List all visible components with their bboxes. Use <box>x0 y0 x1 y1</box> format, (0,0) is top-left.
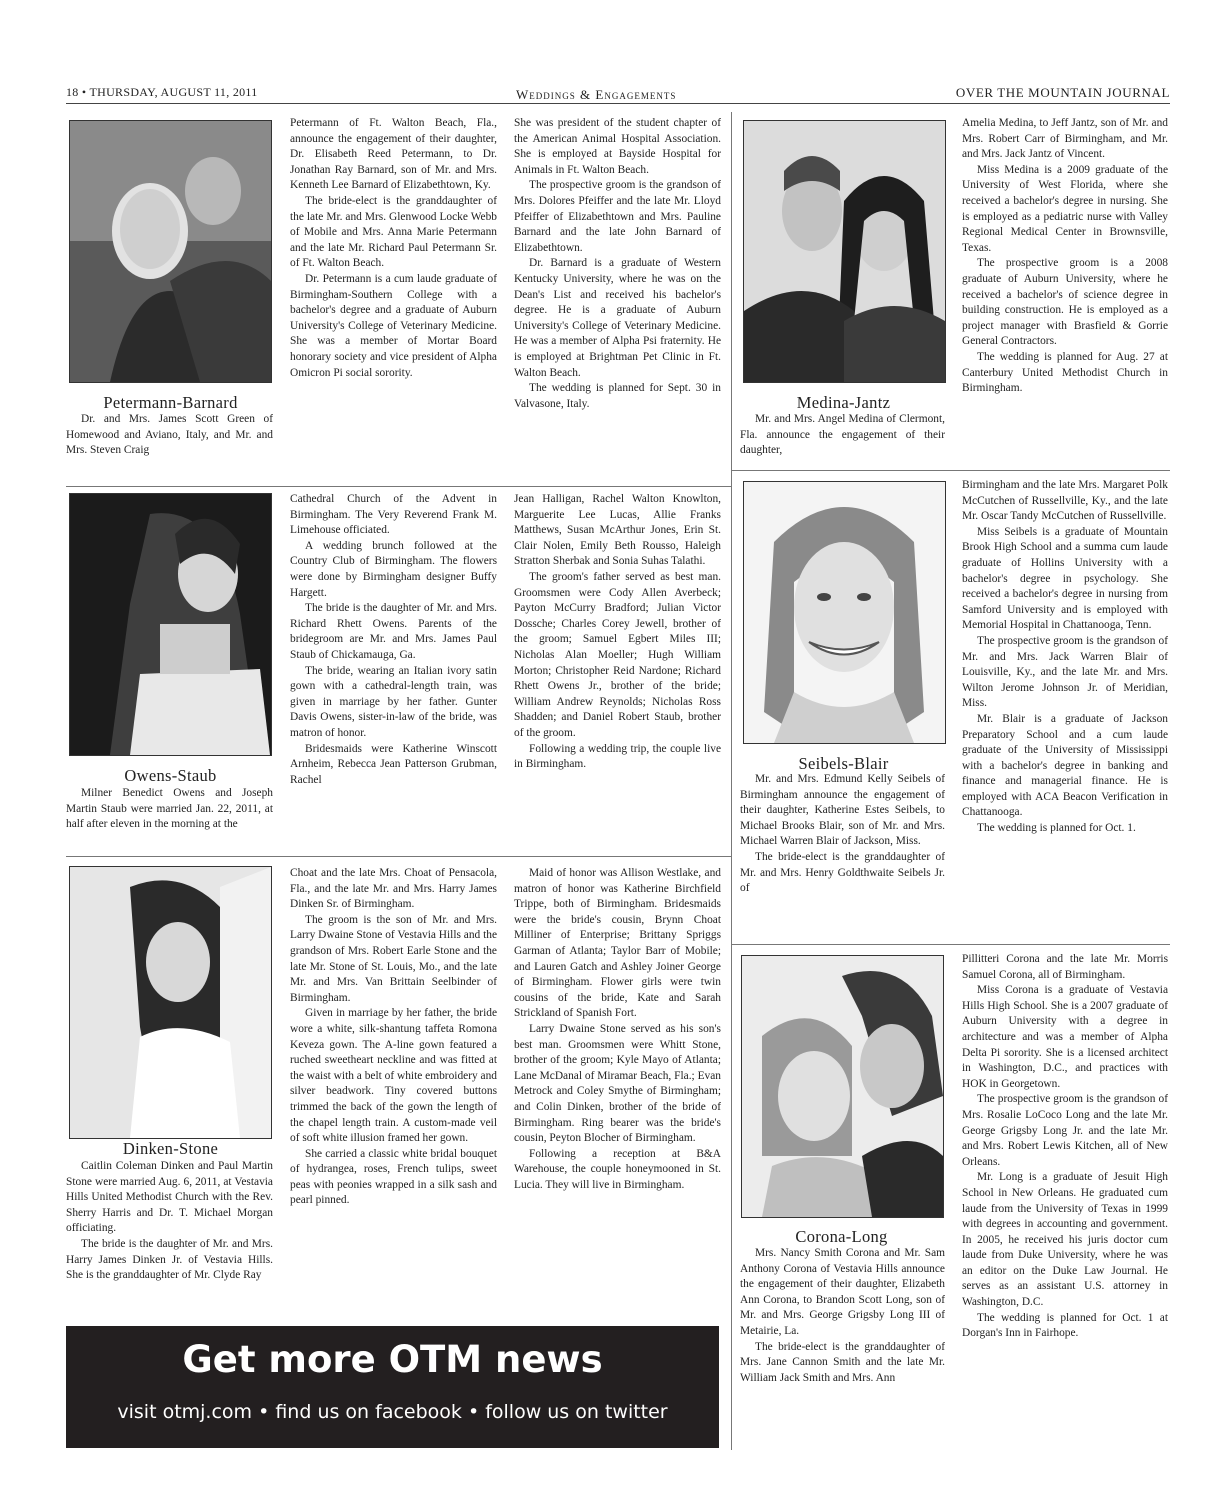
paragraph: Amelia Medina, to Jeff Jantz, son of Mr. and Mrs. Robert Carr of Birmingham, and Mr. and Mrs. Jack Jantz of Vincent. <box>962 117 1168 161</box>
petermann-barnard-photo <box>69 120 272 383</box>
dinken-stone-photo <box>69 866 272 1139</box>
page-date: 18 • THURSDAY, AUGUST 11, 2011 <box>66 85 258 99</box>
seibels-blair-photo <box>743 481 946 744</box>
paragraph: Cathedral Church of the Advent in Birmingham. The Very Reverend Frank M. Limehouse officiated. <box>290 493 497 537</box>
owens-staub-photo <box>69 493 272 756</box>
seibels-blair-title: Seibels-Blair <box>798 754 889 773</box>
corona-long-column <box>962 952 1168 1440</box>
paragraph: Following a wedding trip, the couple live in Birmingham. <box>514 742 721 771</box>
paragraph: Mr. and Mrs. Angel Medina of Clermont, Fla. announce the engagement of their daughter, <box>740 413 945 457</box>
dinken-stone-column-3 <box>514 866 721 1322</box>
medina-jantz-column <box>962 116 1168 462</box>
corona-long-caption <box>740 1246 945 1440</box>
paragraph: Larry Dwaine Stone served as his son's best man. Groomsmen were Whitt Stone, brother of the groom; Kyle Mayo of Atlanta; Lane McDanal of Miramar Beach, Fla.; Evan Metrock and Coley Smythe of Birmingham; and Colin Dinken, brother of the bride of Birmingham. Ring bearer was the bride's cousin, Peyton Blocher of Birmingham. <box>514 1022 721 1145</box>
paragraph: The groom is the son of Mr. and Mrs. Larry Dwaine Stone of Vestavia Hills and the grandson of Mrs. Robert Earle Stone and the late Mr. Stone of St. Louis, Mo., and the late Mr. and Mrs. Van Brittain Seelbinder of Birmingham. <box>290 913 497 1004</box>
paragraph: Given in marriage by her father, the bride wore a white, silk-shantung taffeta Romona Keveza gown. The A-line gown featured a ruched sweetheart neckline and was fitted at the waist with a belt of white embroidery and silver beadwork. Tiny covered buttons trimmed the back of the gown the length of the chapel length train. A custom-made veil of soft white illusion framed her gown. <box>290 1007 497 1145</box>
dinken-stone-title: Dinken-Stone <box>122 1139 219 1158</box>
paragraph: The wedding is planned for Sept. 30 in Valvasone, Italy. <box>514 382 721 410</box>
paragraph: The bride-elect is the granddaughter of Mrs. Jane Cannon Smith and the late Mr. William Jack Smith and Mrs. Ann <box>740 1340 945 1384</box>
paragraph: The wedding is planned for Aug. 27 at Canterbury United Methodist Church in Birmingham. <box>962 350 1168 395</box>
paragraph: Jean Halligan, Rachel Walton Knowlton, Marguerite Lee Lucas, Allie Franks Matthews, Susan McArthur Jones, Erin St. Clair Nolen, Emily Beth Rousso, Haleigh Stratton Sherbak and Sonia Suhas Talathi. <box>514 493 721 568</box>
paragraph: Dr. Barnard is a graduate of Western Kentucky University, where he was on the Dean's List and received his bachelor's degree. He is a graduate of Auburn University's College of Veterinary Medicine. He was a member of Alpha Psi fraternity. He is employed at Brightman Pet Clinic in Ft. Walton Beach. <box>514 257 721 379</box>
petermann-barnard-title: Petermann-Barnard <box>103 393 238 412</box>
paragraph: A wedding brunch followed at the Country Club of Birmingham. The flowers were done by Birmingham designer Buffy Hargett. <box>290 539 497 599</box>
paragraph: The wedding is planned for Oct. 1. <box>977 822 1136 835</box>
paragraph: The bride is the daughter of Mr. and Mrs. Richard Rhett Owens. Parents of the bridegroom are Mr. and Mrs. James Paul Staub of Chickamauga, Ga. <box>290 602 497 661</box>
column-divider <box>731 112 732 1450</box>
medina-jantz-title: Medina-Jantz <box>796 393 891 412</box>
section-divider <box>731 470 1170 471</box>
section-title: Weddings & Engagements <box>516 87 677 102</box>
owens-staub-caption <box>66 786 273 850</box>
paragraph: The prospective groom is the grandson of Mrs. Dolores Pfeiffer and the late Mr. Lloyd Pfeiffer of Elizabethtown and Mrs. Pauline Barnard and the late John Barnard of Elizabethtown. <box>514 179 721 254</box>
paragraph: Miss Corona is a graduate of Vestavia Hills High School. She is a 2007 graduate of Auburn University with a degree in architecture and was a member of Alpha Delta Pi sorority. She is a licensed architect in Washington, D.C., and practices with HOK in Georgetown. <box>962 984 1168 1090</box>
paragraph: Miss Medina is a 2009 graduate of the University of West Florida, where she received a bachelor's degree in nursing. She is employed as a pediatric nurse with Valley Regional Medical Center in Brownsville, Texas. <box>962 163 1168 254</box>
paragraph: The prospective groom is the grandson of Mr. and Mrs. Jack Warren Blair of Louisville, Ky., and the late Mr. and Mrs. Wilton Jerome Johnson Jr. of Meridian, Miss. <box>962 634 1168 710</box>
section-divider <box>66 486 731 487</box>
paragraph: She carried a classic white bridal bouquet of hydrangea, roses, French tulips, sweet peas with peonies wrapped in a silk sash and pearl pinned. <box>290 1147 497 1207</box>
paragraph: Mrs. Nancy Smith Corona and Mr. Sam Anthony Corona of Vestavia Hills announce the engagement of their daughter, Elizabeth Ann Corona, to Brandon Scott Long, son of Mr. and Mrs. George Grigsby Long III of Metairie, La. <box>740 1247 945 1337</box>
paragraph: The prospective groom is a 2008 graduate of Auburn University, where he received a bachelor's of science degree in building construction. He is employed as a project manager with Brasfield & Gorrie General Contractors. <box>962 257 1168 348</box>
petermann-barnard-caption <box>66 412 273 462</box>
owens-staub-column-3 <box>514 492 721 842</box>
medina-jantz-caption <box>740 412 945 462</box>
otm-news-ad[interactable] <box>66 1326 719 1448</box>
paragraph: Choat and the late Mrs. Choat of Pensacola, Fla., and the late Mr. and Mrs. Harry James Dinken Sr. of Birmingham. <box>290 867 497 911</box>
paragraph: Mr. Blair is a graduate of Jackson Preparatory School and a cum laude graduate of the University of Mississippi with a bachelor's degree in banking and finance and managerial finance. He is employed with ACA Beacon Verification in Chattanooga. <box>962 712 1168 819</box>
paragraph: The bride is the daughter of Mr. and Mrs. Harry James Dinken Jr. of Vestavia Hills. She is the granddaughter of Mr. Clyde Ray <box>66 1237 273 1282</box>
medina-jantz-photo <box>743 120 946 383</box>
petermann-barnard-column-2 <box>290 116 497 476</box>
section-divider <box>731 944 1170 945</box>
paragraph: The prospective groom is the grandson of Mrs. Rosalie LoCoco Long and the late Mr. George Grigsby Long Jr. and the late Mr. and Mrs. Robert Lewis Kitchen, all of New Orleans. <box>962 1093 1168 1168</box>
paragraph: Birmingham and the late Mrs. Margaret Polk McCutchen of Russellville, Ky., and the late Mr. Oscar Tandy McCutchen of Russellville. <box>962 479 1168 523</box>
dinken-stone-caption <box>66 1159 273 1321</box>
owens-staub-title: Owens-Staub <box>124 766 217 785</box>
ad-subline[interactable]: visit otmj.com • find us on facebook • follow us on twitter <box>117 1401 668 1423</box>
seibels-blair-caption <box>740 772 945 936</box>
paragraph: The groom's father served as best man. Groomsmen were Cody Allen Averbeck; Payton McCurry Bradford; Julian Victor Dossche; Charles Corey Jewell, brother of the groom; Samuel Egbert Miles III; Nicholas Alan Moeller; Hugh William Morton; Christopher Reid Nardone; Richard Rhett Owens Jr., brother of the bride; William Andrew Reynolds; Nicholas Ross Shadden; and Daniel Robert Staub, brother of the groom. <box>514 570 721 739</box>
paragraph: She was president of the student chapter of the American Animal Hospital Association. She is employed at Bayside Hospital for Animals in Ft. Walton Beach. <box>514 117 721 176</box>
publication-name: OVER THE MOUNTAIN JOURNAL <box>955 85 1170 100</box>
paragraph: Caitlin Coleman Dinken and Paul Martin Stone were married Aug. 6, 2011, at Vestavia Hills United Methodist Church with the Rev. Sherry Harris and Dr. T. Michael Morgan officiating. <box>66 1160 273 1235</box>
paragraph: Maid of honor was Allison Westlake, and matron of honor was Katherine Birchfield Trippe, both of Birmingham. Bridesmaids were the bride's cousin, Brynn Choat Milliner of Enterprise; Brittany Spriggs Garman of Atlanta; Taylor Barr of Mobile; and Lauren Gatch and Ashley Joiner George of Birmingham. Flower girls were twin cousins of the bride, Kate and Sarah Strickland of Spanish Fort. <box>514 867 721 1020</box>
paragraph: The wedding is planned for Oct. 1 at Dorgan's Inn in Fairhope. <box>962 1311 1168 1340</box>
paragraph: Dr. Petermann is a cum laude graduate of Birmingham-Southern College with a bachelor's degree and a graduate of Auburn University's College of Veterinary Medicine. She was a member of Mortar Board honorary society and vice president of Alpha Omicron Pi social sorority. <box>290 272 497 379</box>
section-divider <box>66 856 731 857</box>
paragraph: Mr. Long is a graduate of Jesuit High School in New Orleans. He graduated cum laude from the University of Texas in 1999 with degrees in accounting and government. In 2005, he received his juris doctor cum laude from Duke University, where he was an editor on the Duke Law Journal. He serves as an assistant U.S. attorney in Washington, D.C. <box>962 1171 1168 1309</box>
paragraph: Following a reception at B&A Warehouse, the couple honeymooned in St. Lucia. They will live in Birmingham. <box>514 1147 721 1191</box>
paragraph: Bridesmaids were Katherine Winscott Arnheim, Rebecca Jean Patterson Grubman, Rachel <box>290 742 497 786</box>
paragraph: Pillitteri Corona and the late Mr. Morris Samuel Corona, all of Birmingham. <box>962 953 1168 981</box>
corona-long-photo <box>741 955 944 1218</box>
owens-staub-column-2 <box>290 492 497 842</box>
dinken-stone-column-2 <box>290 866 497 1322</box>
paragraph: Miss Seibels is a graduate of Mountain Brook High School and a summa cum laude graduate of Hollins University with a bachelor's degree in psychology. She received a bachelor's degree in nursing from Samford University and is employed with Memorial Hospital in Chattanooga, Tenn. <box>962 525 1168 632</box>
seibels-blair-column <box>962 478 1168 934</box>
corona-long-title: Corona-Long <box>795 1227 888 1246</box>
paragraph: Petermann of Ft. Walton Beach, Fla., announce the engagement of their daughter, Dr. Elisabeth Reed Petermann, to Dr. Jonathan Ray Barnard, son of Mr. and Mrs. Kenneth Lee Barnard of Elizabethtown, Ky. <box>290 117 497 192</box>
ad-headline: Get more OTM news <box>182 1338 603 1381</box>
paragraph: Mr. and Mrs. Edmund Kelly Seibels of Birmingham announce the engagement of their daughter, Katherine Estes Seibels, to Michael Brooks Blair, son of Mr. and Mrs. Michael Warren Blair of Jackson, Miss. <box>740 773 945 848</box>
page-header <box>66 83 1170 104</box>
paragraph: The bride-elect is the granddaughter of the late Mr. and Mrs. Glenwood Locke Webb of Mobile and Mrs. Anna Marie Petermann and the late Mr. Richard Paul Petermann Sr. of Ft. Walton Beach. <box>290 194 497 270</box>
paragraph: Milner Benedict Owens and Joseph Martin Staub were married Jan. 22, 2011, at half after eleven in the morning at the <box>66 787 273 831</box>
paragraph: Dr. and Mrs. James Scott Green of Homewood and Aviano, Italy, and Mr. and Mrs. Steven Craig <box>66 413 273 457</box>
petermann-barnard-column-3 <box>514 116 721 476</box>
paragraph: The bride, wearing an Italian ivory satin gown with a cathedral-length train, was given in marriage by her father. Gunter Davis Owens, sister-in-law of the bride, was matron of honor. <box>290 664 497 739</box>
paragraph: The bride-elect is the granddaughter of Mr. and Mrs. Henry Goldthwaite Seibels Jr. of <box>740 850 945 895</box>
